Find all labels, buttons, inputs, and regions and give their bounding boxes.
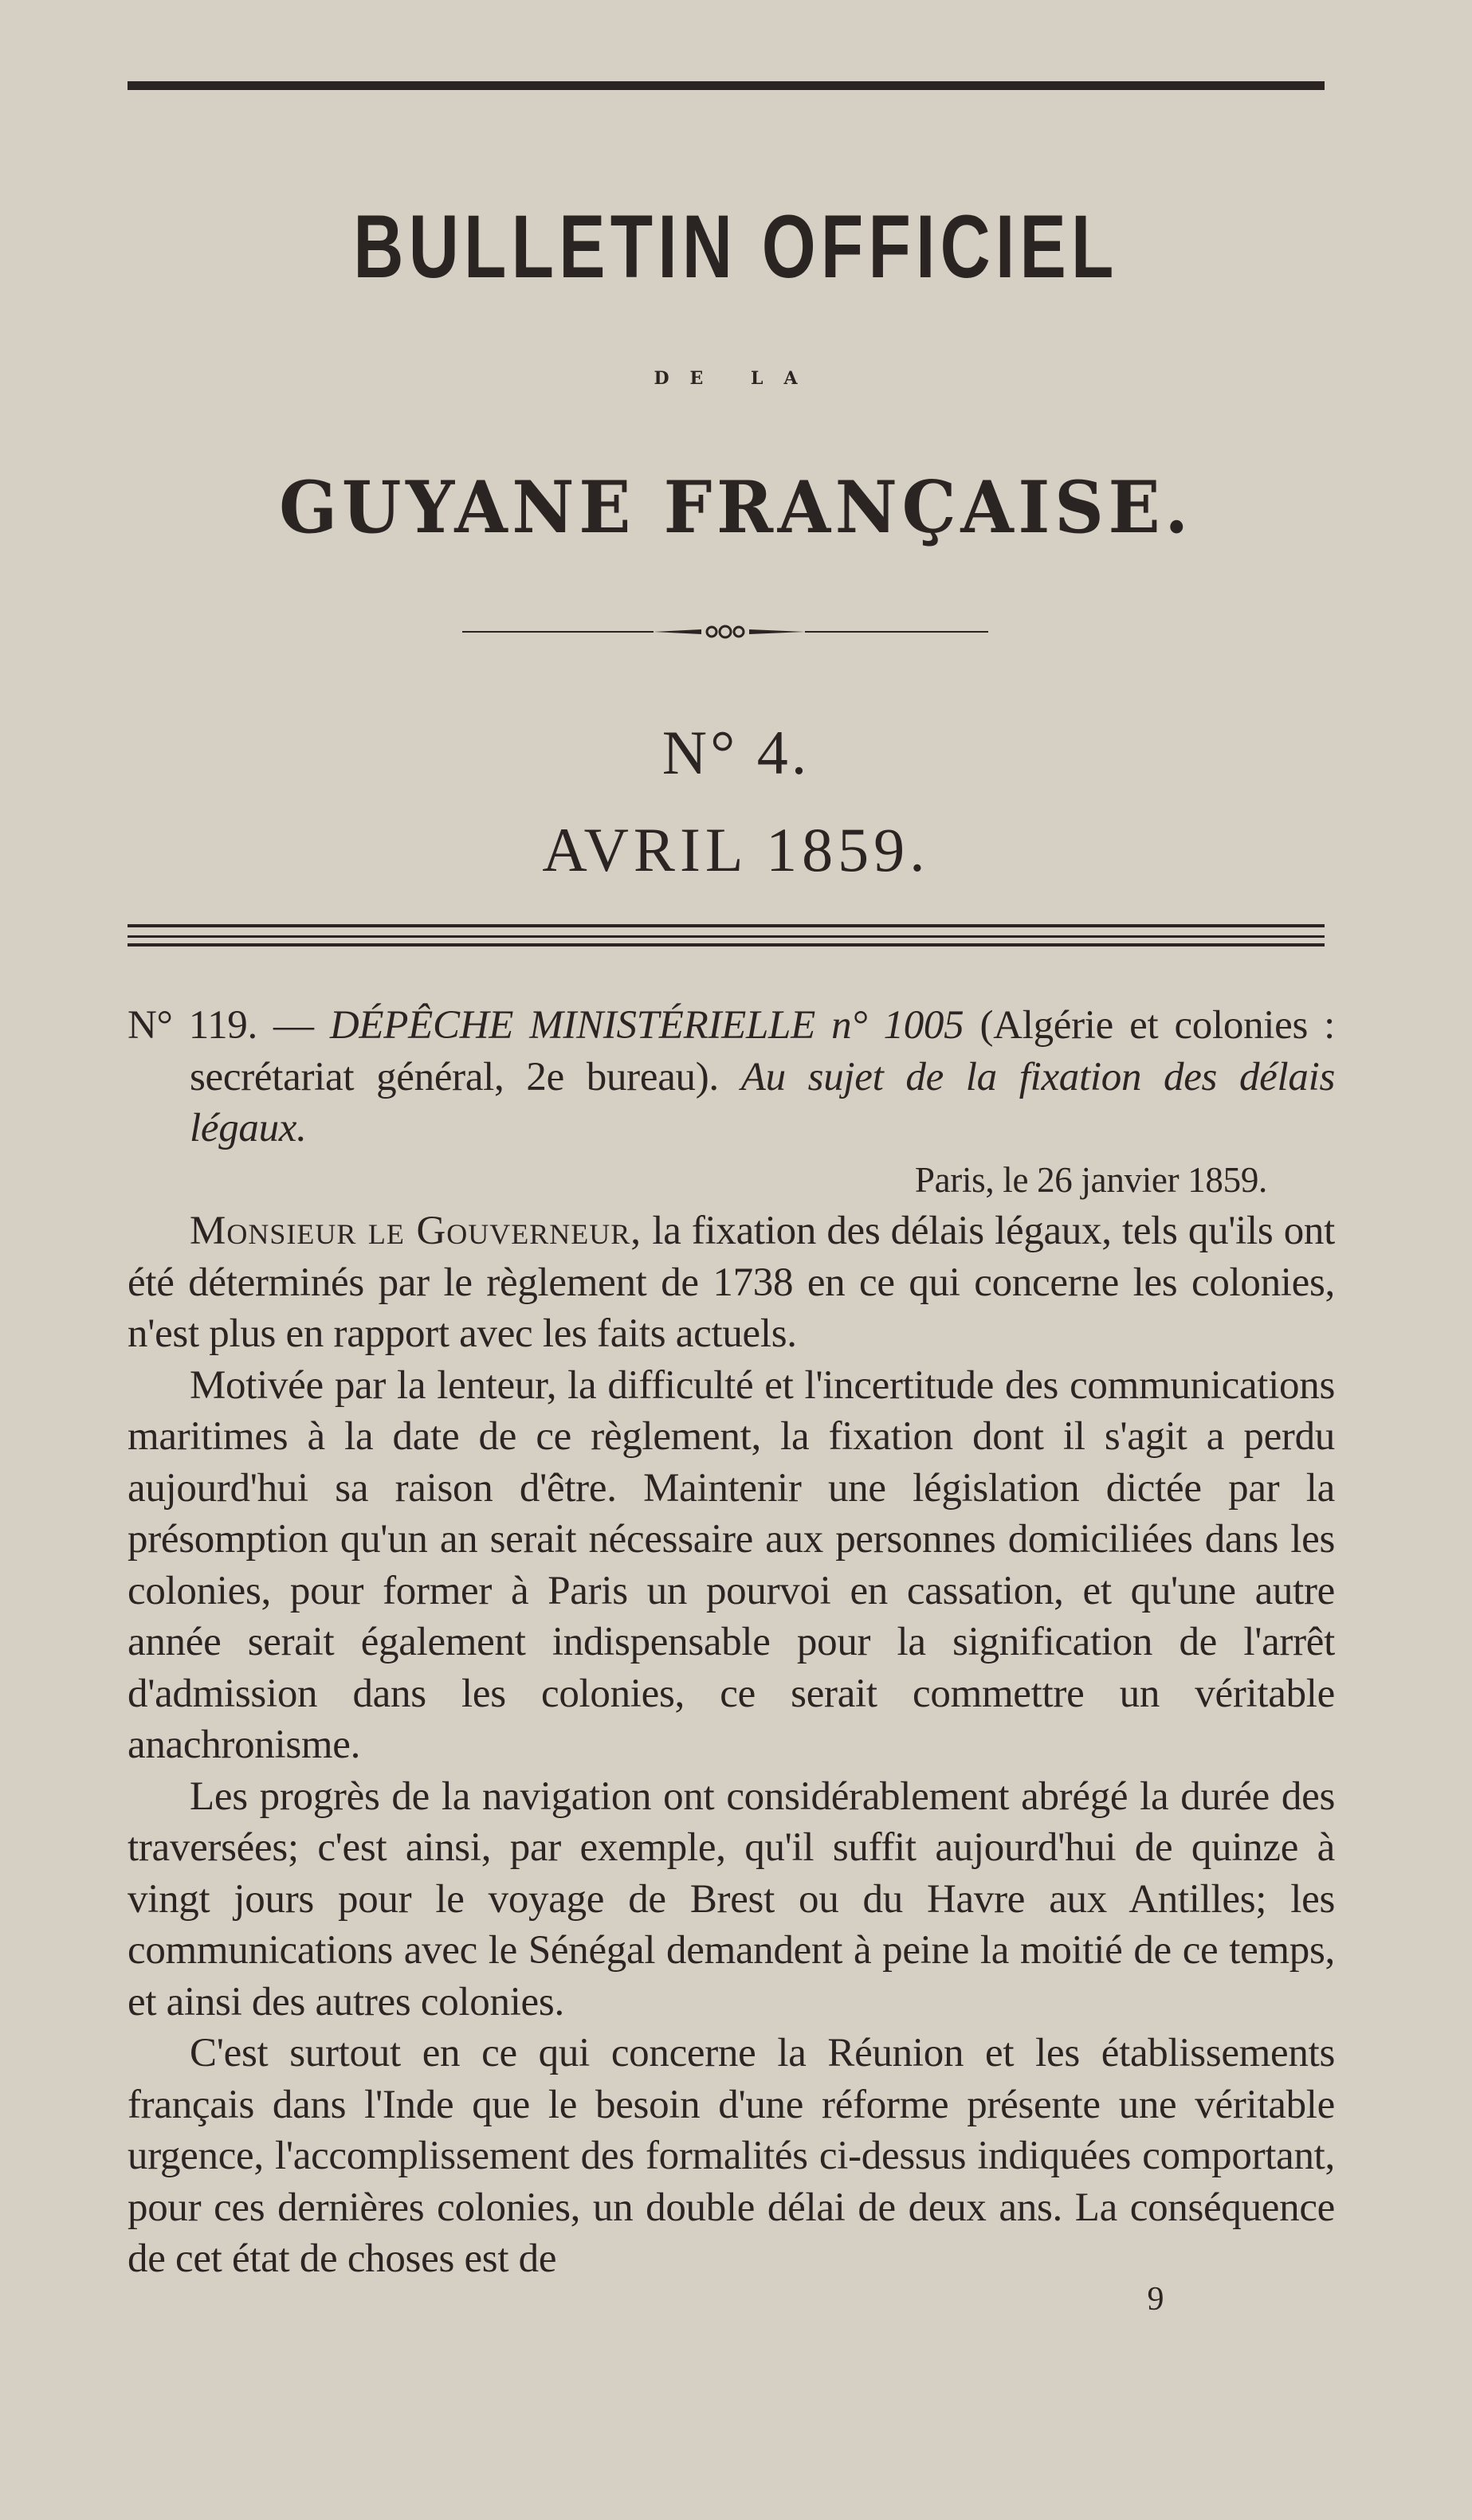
paragraph <box>128 1205 1335 1360</box>
article-heading-rest: (Algérie et colonies : secrétariat général, 2e bureau). <box>190 1003 1336 1099</box>
colony-title: GUYANE FRANÇAISE. <box>279 465 1193 550</box>
place-date: Paris, le 26 janvier 1859. <box>914 1159 1267 1200</box>
issue-date: AVRIL 1859. <box>542 815 930 884</box>
issue-number: N° 4. <box>661 718 811 787</box>
ornament-divider <box>462 620 988 644</box>
page-number: 9 <box>1147 2281 1164 2318</box>
paragraph-text: la fixation des délais légaux, tels qu'ils ont été déterminés par le règlement de 1738 en ce qui concerne les colonies, n'est plus en rapport avec les faits actuels. <box>128 1209 1335 1356</box>
top-rule <box>128 81 1325 90</box>
header-rule <box>128 935 1325 938</box>
paragraph: Les progrès de la navigation ont considérablement abrégé la durée des traversées; c'est ainsi, par exemple, qu'il suffit aujourd'hui de quinze à vingt jours pour le voyage de Brest ou du Havre aux Antilles; les communications avec le Sénégal demandent à peine la moitié de ce temps, et ainsi des autres colonies. <box>128 1773 1335 2024</box>
salutation: Monsieur le Gouverneur, <box>190 1209 642 1253</box>
header-rule <box>128 943 1325 946</box>
article-heading-number: n° 1005 <box>831 1003 964 1048</box>
article-number: N° 119. — <box>128 1003 314 1048</box>
title-connector: DE LA <box>654 368 818 389</box>
paragraph: Motivée par la lenteur, la difficulté et l'incertitude des communications maritimes à la date de ce règlement, la fixation dont il s'agit a perdu aujourd'hui sa raison d'être. Maintenir une législation dictée par la présomption qu'un an serait nécessaire aux personnes domiciliées dans les colonies, pour former à Paris un pourvoi en cassation, et qu'une autre année serait également indispensable pour la signification de l'arrêt d'admission dans les colonies, ce serait commettre un véritable anachronisme. <box>128 1362 1335 1767</box>
bulletin-title: BULLETIN OFFICIEL <box>353 197 1119 296</box>
article-heading-title: DÉPÊCHE MINISTÉRIELLE <box>329 1003 815 1048</box>
paragraph: C'est surtout en ce qui concerne la Réunion et les établissements français dans l'Inde que le besoin d'une réforme présente une véritable urgence, l'accomplissement des formalités ci-dessus indiquées comportant, pour ces dernières colonies, un double délai de deux ans. La conséquence de cet état de choses est de <box>128 2031 1335 2281</box>
article-heading <box>128 1000 1335 1154</box>
header-rule <box>128 924 1325 927</box>
article-subject: Au sujet de la fixation des délais légaux. <box>190 1054 1336 1150</box>
article-body <box>128 1000 1335 2285</box>
